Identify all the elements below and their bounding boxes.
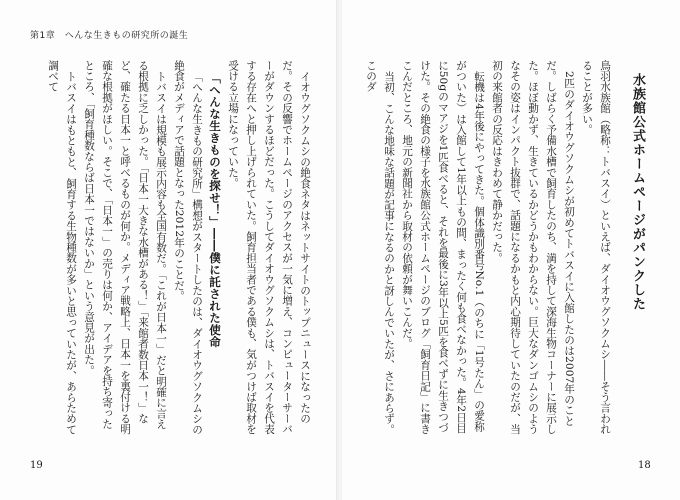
- paragraph: イオウグソクムシの絶食ネタはネットサイトのトップニュースになったのだ。その反響でホームページのアクセスが一気に増え、コンピューターサーバーがダウンするほどだった。こうしてダイオウグソクムシは、トバスイを代表する存在へと押し上げられていた。飼育担当者である僕も、気がつけば取材を受ける立場になっていた。: [227, 60, 311, 435]
- running-header: 第1章 へんな生きもの研究所の誕生: [30, 31, 189, 41]
- paragraph: 鳥羽水族館（略称：トバスイ）といえば、ダイオウグソクムシ――そう言われることが多い。: [581, 60, 611, 435]
- right-body-text: [365, 60, 646, 438]
- paragraph: 当初、こんな地味な話題が記事になるのかと訝しんでいたが、さにあらず。このダ: [365, 60, 395, 435]
- section-heading: 水族館公式ホームページがパンクした: [630, 73, 645, 311]
- right-page: [342, 0, 680, 500]
- page-number: 19: [30, 460, 43, 471]
- paragraph: 「へんな生きもの研究所」構想がスタートしたのは、ダイオウグソクムシの絶食がメディアで話題となった2012年のことだ。: [173, 60, 203, 435]
- left-page: [0, 0, 338, 500]
- paragraph: 2匹のダイオウグソクムシが初めてトバスイに入館したのは2007年のことだ。しばらく予備水槽で飼育したのち、満を持して深海生物コーナーに展示した。ほぼ動かず、生きているかどうかもわからない。巨大なダンゴムシのようなその姿はインパクト抜群で、話題になるかもと内心期待していたのだが、当初の来館者の反応はきわめて静かだった。: [491, 60, 575, 435]
- paragraph: トバスイは規模も展示内容も全国有数だ。「これが日本一」だと明確に言える根拠に乏しかった。「日本一大きな水槽がある！」「来館者数日本一！」など、確たる日本一と呼べるものが何か。メディア戦略上、日本一を裏付ける明確な根拠がほしい。そこで、「日本一」の売りは何か、アイデアを持ち寄ったところ、「飼育種数ならば日本一ではないか」という意見が出た。: [83, 60, 167, 435]
- page-number: 18: [638, 460, 651, 471]
- paragraph: トバスイはもともと、飼育する生物種数が多いと思っていたが、あらためて調べて: [47, 60, 77, 435]
- section-subheading: 「へんな生きものを探せ！」――僕に託された使命: [208, 71, 222, 348]
- paragraph: 転機は4年後にやってきた。個体識別番号No.1（のちに「1号たん」の愛称がついた）は入館して1年以上もの間、まったく何も食べなかった。4年2日目に50gのマアジを1匹食べると、それを最後に3年以上5匹を食べずに生きつづけた。その絶食の様子を水族館公式ホームページのブログ「飼育日記」に書きこんだところ、地元の新聞社から取材の依頼が舞いこんだ。: [401, 60, 485, 435]
- left-body-text: [30, 60, 314, 438]
